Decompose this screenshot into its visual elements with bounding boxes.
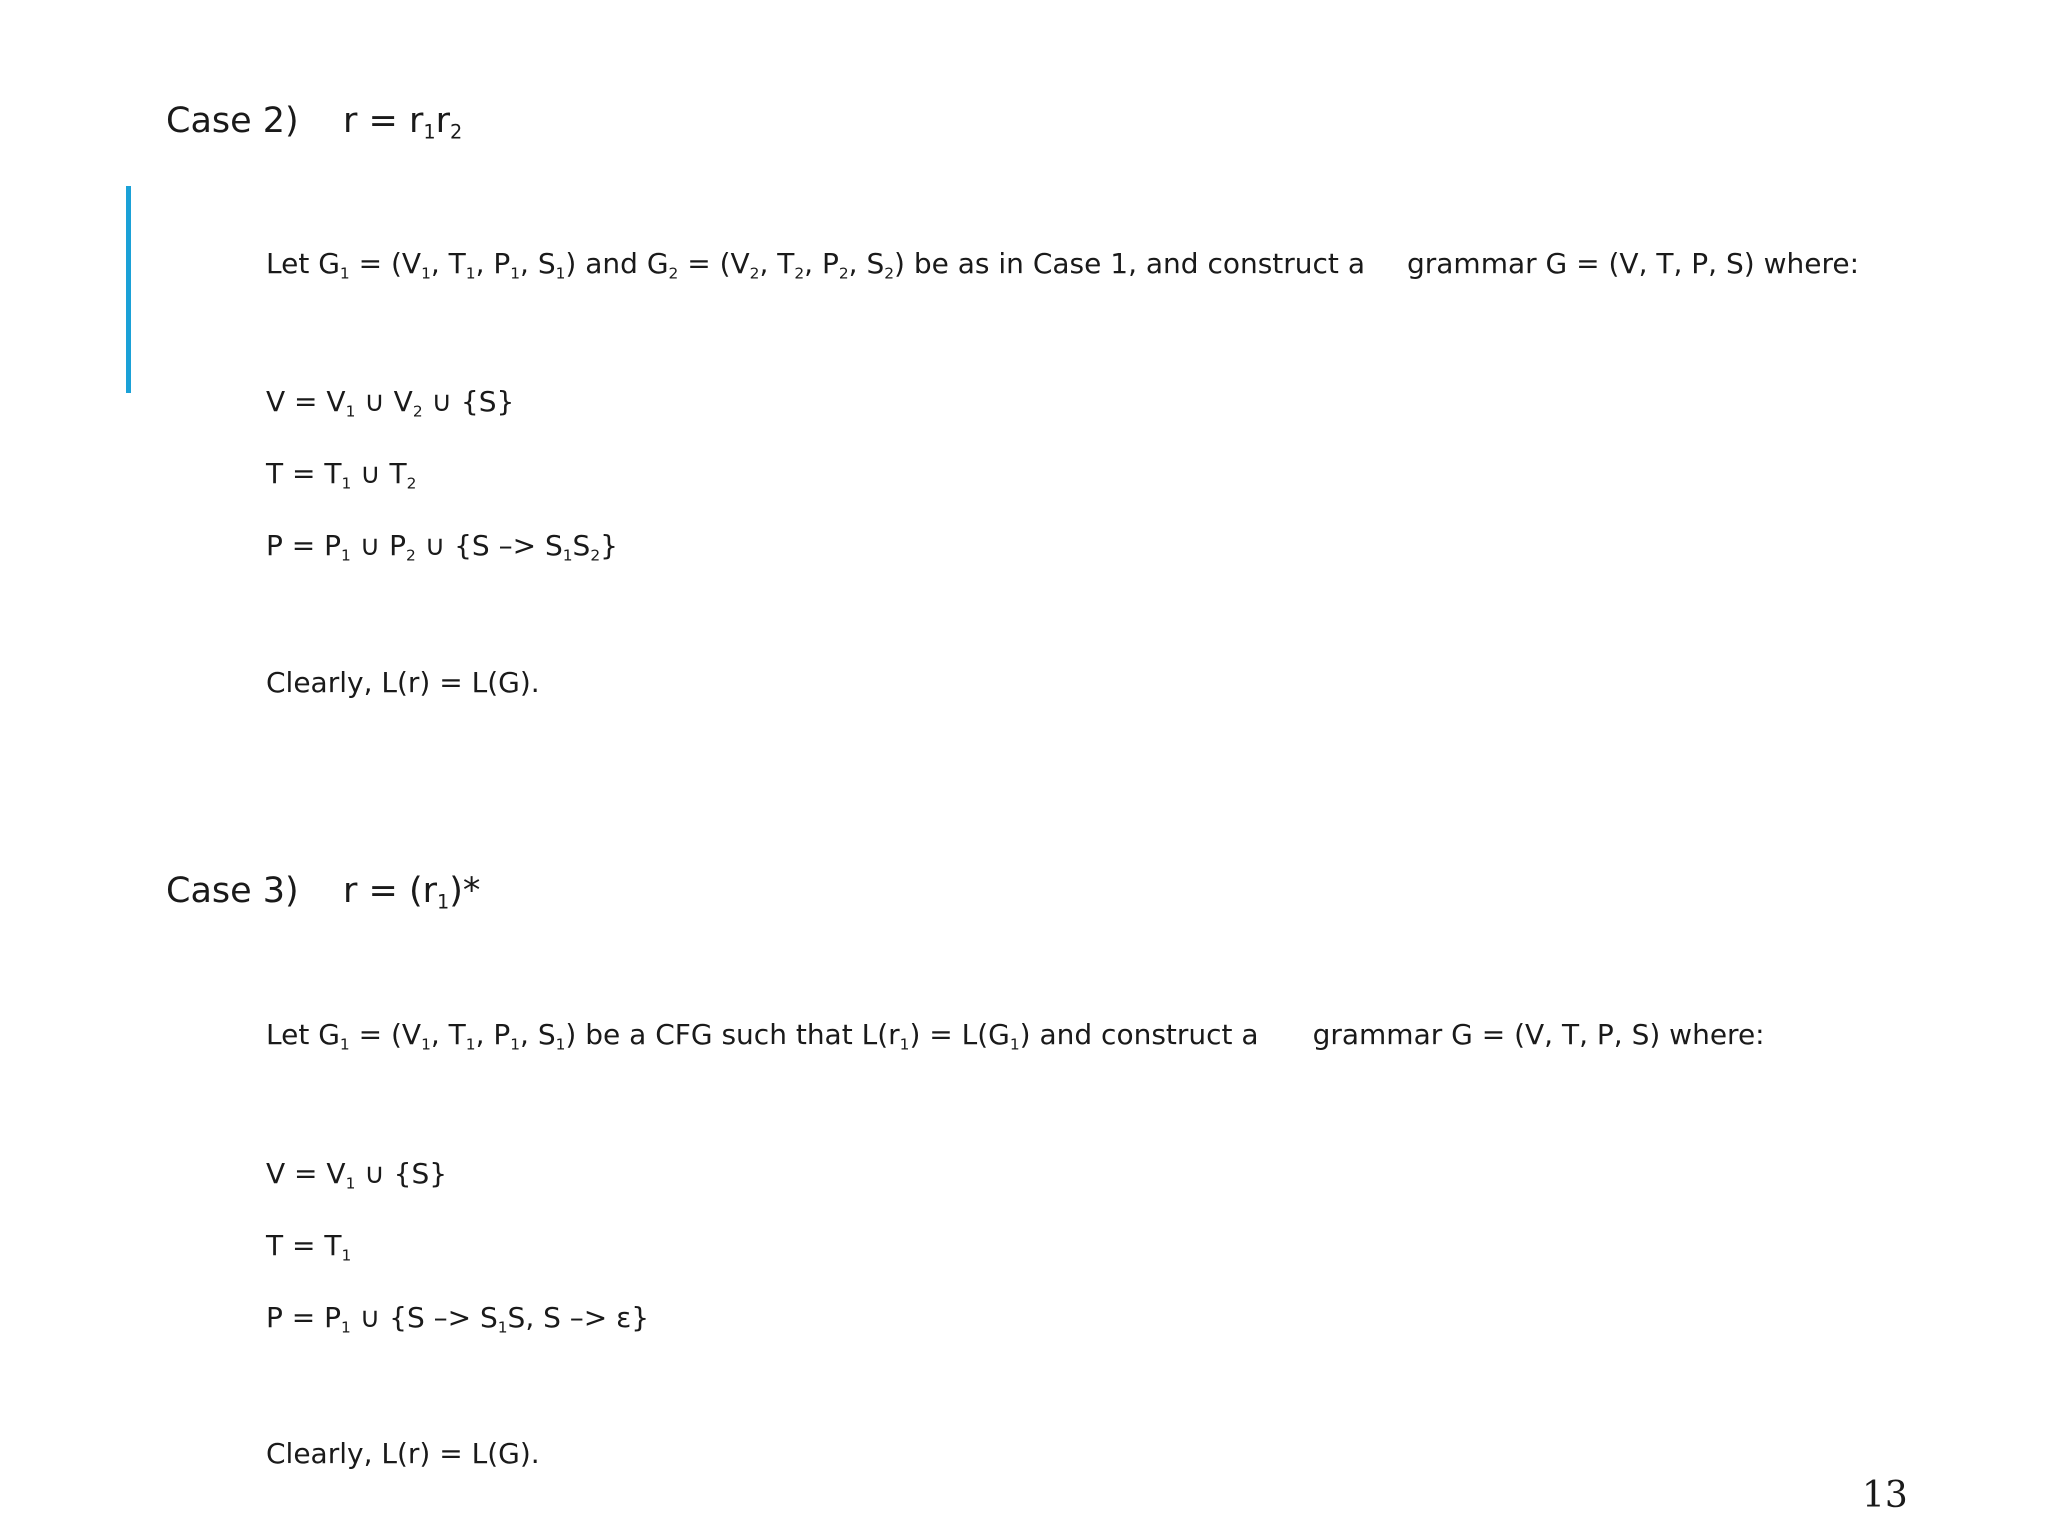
case2-formula: $r = r_1r_2$ — [343, 101, 463, 144]
case2-intro: Let $G_1 = (V_1$, $T_1$, $P_1$, $S_1$) and $G_2 = (V_2$, $T_2$, $P_2$, $S_2$) be as in Case 1, and construct a grammar G = (V, T, P, S) where: — [266, 247, 1860, 283]
case2-heading — [166, 101, 463, 144]
accent-bar — [126, 186, 131, 393]
case3-heading — [166, 871, 481, 914]
case3-p-definition: $P = P_1$ ∪ {$S -> S_1S$, S –> ε} — [266, 1301, 650, 1337]
case3-formula: $r = (r_1)*$ — [343, 871, 481, 914]
case2-t-definition: $T = T_1$ ∪ $T_2$ — [266, 457, 417, 493]
page-number: 13 — [1862, 1475, 1908, 1516]
case3-t-definition: $T = T_1$ — [266, 1229, 352, 1265]
case3-v-definition: $V = V_1$ ∪ {S} — [266, 1157, 448, 1193]
case3-label: Case 3) — [166, 871, 299, 911]
case3-conclusion: Clearly, L(r) = L(G). — [266, 1437, 540, 1470]
case2-p-definition: $P = P_1$ ∪ $P_2$ ∪ $\{S -> S_1S_2\}$ — [266, 529, 618, 565]
case2-conclusion: Clearly, L(r) = L(G). — [266, 666, 540, 699]
case2-v-definition: $V = V_1$ ∪ $V_2$ ∪ {S} — [266, 385, 515, 421]
case3-intro: Let $G_1 = (V_1$, $T_1$, $P_1$, $S_1$) be a CFG such that $L(r_1) = L(G_1)$ and construct a grammar G = (V, T, P, S) where: — [266, 1018, 1765, 1054]
case2-label: Case 2) — [166, 101, 299, 141]
